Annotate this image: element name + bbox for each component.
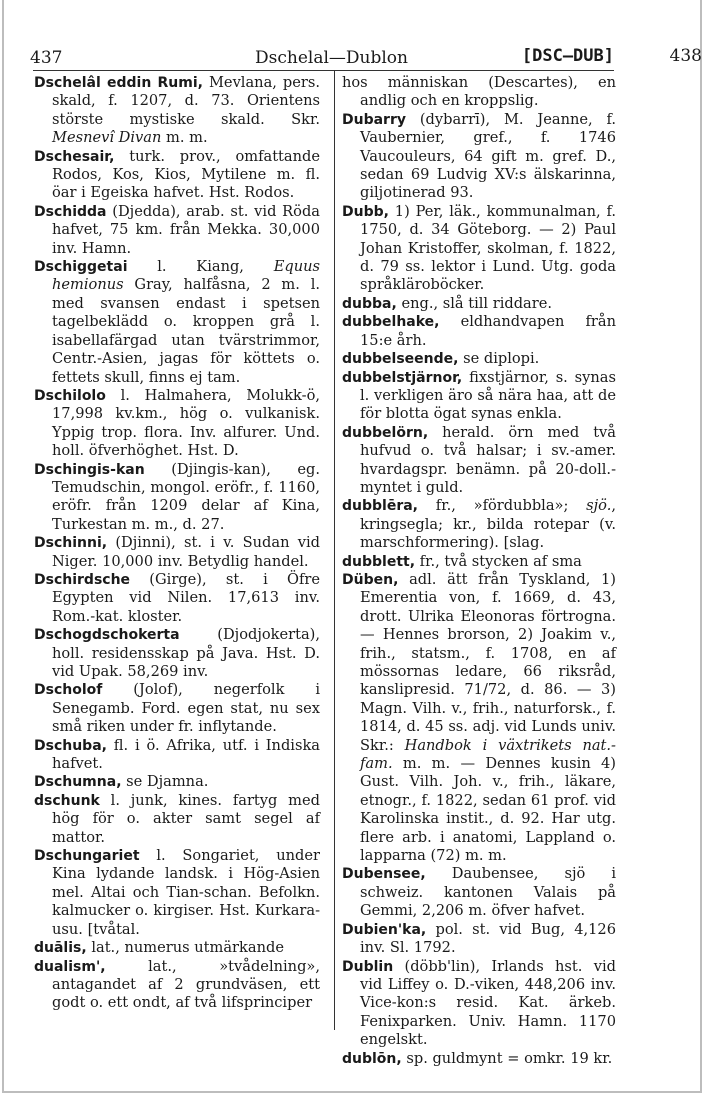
dictionary-entry — [342, 424, 616, 498]
entry-headword: dubba, — [342, 295, 397, 312]
entry-headword: Dschiggetai — [34, 259, 128, 276]
page-number-right: 438 — [669, 46, 702, 66]
entry-range: [DSC—DUB] — [521, 46, 614, 66]
entry-text: hos människan (Descartes), en andlig och en kroppslig. — [342, 74, 616, 110]
entry-headword: Dscholof — [34, 682, 103, 699]
entry-headword: Dschinni, — [34, 535, 108, 552]
entry-text: pol. st. vid Bug, 4,126 inv. Sl. 1792. — [360, 920, 617, 957]
page-header — [30, 44, 702, 70]
entry-headword: Dubensee, — [342, 866, 426, 883]
dictionary-entry — [34, 203, 320, 258]
dictionary-entry — [34, 534, 320, 571]
entry-text: l. Halmahera, Molukk-ö, 17,998 kv.km., hög o. vulkanisk. Yppig trop. flora. Inv. alfurer. Und. holl. öfverhöghet. Hst. D. — [52, 386, 321, 460]
entry-headword: dubblett, — [342, 553, 416, 570]
entry-text-tail: Gray, halfåsna, 2 m. l. med svansen endast i spetsen tagelbeklädd o. kroppen grå l. isabellafärgad utan tvärstrimmor, Centr.-Asien, jagas för köttets o. fettets skull, finns ej tam. — [52, 276, 320, 386]
dictionary-entry — [342, 74, 616, 111]
entry-text: turk. prov., omfattande Rodos, Kos, Kios, Mytilene m. fl. öar i Egeiska hafvet. Hst. Rodos. — [52, 147, 320, 202]
dictionary-entry — [34, 461, 320, 535]
dictionary-entry — [342, 571, 616, 866]
dictionary-entry — [34, 74, 320, 148]
dictionary-entry — [342, 313, 616, 350]
entry-headword: dubbelstjärnor, — [342, 369, 463, 386]
entry-text: sp. guldmynt = omkr. 19 kr. — [406, 1049, 613, 1067]
dictionary-entry — [34, 737, 320, 774]
entry-text: eng., slå till riddare. — [401, 294, 553, 312]
entry-headword: Dschumna, — [34, 774, 122, 791]
entry-text: lat., »tvådelning», antagandet af 2 grundväsen, ett godt o. ett ondt, af två lifsprinciper — [52, 957, 320, 1012]
entry-text: (döbb'lin), Irlands hst. vid vid Liffey o. D.-viken, 448,206 inv. Vice-kon:s resid. Kat. ärkeb. Fenixparken. Univ. Hamn. 1170 engelskt. — [360, 957, 616, 1049]
entry-headword: Dschesair, — [34, 148, 115, 165]
entry-text-tail: m. m. — Dennes kusin 4) Gust. Vilh. Joh. v., frih., läkare, etnogr., f. 1822, sedan 61 prof. vid Karolinska instit., d. 92. Har utg. flere arb. i anatomi, Lappland o. lapparna (72) m. m. — [360, 755, 616, 865]
entry-italic: Handbok i växtrikets nat.-fam. — [360, 736, 616, 773]
entry-headword: dublōn, — [342, 1050, 402, 1067]
entry-headword: dubblēra, — [342, 498, 418, 515]
dictionary-entry — [342, 1050, 616, 1068]
entry-text: se Djamna. — [126, 773, 209, 791]
dictionary-entry — [34, 847, 320, 939]
dictionary-entry — [34, 792, 320, 847]
entry-text: l. Kiang, — [157, 258, 274, 276]
entry-italic: sjö. — [586, 497, 612, 515]
entry-text: fr., »fördubbla»; — [435, 497, 587, 515]
entry-italic: Mesnevî Divan — [52, 129, 162, 147]
dictionary-entry — [342, 111, 616, 203]
dictionary-entry — [34, 773, 320, 791]
entry-text: (Djingis-kan), eg. Temudschin, mongol. eröfr., f. 1160, eröfr. från 1209 delar af Kina, Turkestan m. m., d. 27. — [52, 460, 320, 533]
entry-text: 1) Per, läk., kommunalman, f. 1750, d. 34 Göteborg. — 2) Paul Johan Kristoffer, skolman, f. 1822, d. 79 ss. lektor i Lund. Utg. goda språkläroböcker. — [360, 202, 617, 294]
entry-text: lat., numerus utmärkande — [91, 939, 284, 957]
dictionary-entry — [342, 958, 616, 1050]
entry-text: (Djinni), st. i v. Sudan vid Niger. 10,000 inv. Betydlig handel. — [52, 534, 321, 570]
entry-text-tail: m. m. — [161, 129, 208, 147]
entry-text: adl. ätt från Tyskland, 1) Emerentia von, f. 1669, d. 43, drott. Ulrika Eleonoras förtrogna. — Hennes brorson, 2) Joakim v., frih., statsm., f. 1708, en af mössornas ledare, 66 riksråd, kanslipresid. 71/72, d. 86. — 3) Magn. Vilh. v., frih., naturforsk., f. 1814, d. 45 ss. adj. vid Lunds univ. Skr.: — [360, 570, 616, 754]
dictionary-entry — [342, 865, 616, 920]
entry-text: se diplopi. — [463, 350, 540, 368]
entry-text: eldhandvapen från 15:e årh. — [360, 313, 616, 349]
dictionary-entry — [342, 295, 616, 313]
dictionary-entry — [34, 939, 320, 957]
entry-headword: Dschogdschokerta — [34, 627, 180, 644]
entry-text: fixstjärnor, s. synas l. verkligen äro så nära haa, att de för blotta ögat synas enkla. — [360, 368, 616, 423]
entry-headword: Dubb, — [342, 203, 389, 220]
entry-headword: Dschidda — [34, 203, 107, 220]
entry-text-tail: , kringsegla; kr., bilda rotepar (v. marschformering). [slag. — [360, 497, 616, 552]
dictionary-entry — [34, 626, 320, 681]
entry-headword: Düben, — [342, 571, 399, 588]
right-column — [342, 74, 616, 1068]
entry-text: fr., två stycken af sma — [419, 552, 582, 570]
dictionary-entry — [34, 148, 320, 203]
entry-text: fl. i ö. Afrika, utf. i Indiska hafvet. — [52, 736, 320, 773]
entry-headword: Dublin — [342, 958, 394, 975]
header-rule — [33, 70, 614, 71]
running-title: Dschelal—Dublon — [255, 48, 408, 68]
dictionary-entry — [342, 497, 616, 552]
dictionary-entry — [34, 681, 320, 736]
dictionary-entry — [342, 350, 616, 368]
dictionary-entry — [342, 553, 616, 571]
left-column — [34, 74, 320, 1013]
entry-headword: Dubarry — [342, 111, 406, 128]
entry-text: (Djedda), arab. st. vid Röda hafvet, 75 km. från Mekka. 30,000 inv. Hamn. — [52, 202, 320, 257]
dictionary-entry — [34, 571, 320, 626]
dictionary-entry — [34, 258, 320, 387]
entry-text: (dybarrī), M. Jeanne, f. Vaubernier, gref., f. 1746 Vaucouleurs, 64 gift m. gref. D., sedan 69 Ludvig XV:s älskarinna, giljotinerad 93. — [360, 110, 616, 202]
entry-text: (Jolof), negerfolk i Senegamb. Ford. egen stat, nu sex små riken under fr. inflytande. — [52, 681, 320, 736]
entry-headword: dubbelhake, — [342, 314, 440, 331]
dictionary-entry — [342, 369, 616, 424]
entry-text: l. Songariet, under Kina lydande landsk. i Hög-Asien mel. Altai och Tian-schan. Befolkn. kalmucker o. kirgiser. Hst. Kurkara-usu. [tvåtal. — [52, 847, 320, 938]
dictionary-entry — [342, 921, 616, 958]
entry-headword: Dschilolo — [34, 387, 106, 404]
entry-headword: Dschelâl eddin Rumi, — [34, 75, 203, 91]
entry-headword: dualism', — [34, 958, 106, 975]
entry-text: Mevlana, pers. skald, f. 1207, d. 73. Orientens störste mystiske skald. Skr. — [52, 74, 320, 128]
entry-text: (Girge), st. i Öfre Egypten vid Nilen. 17,613 inv. Rom.-kat. kloster. — [52, 570, 320, 625]
dictionary-entry — [342, 203, 616, 295]
entry-italic: Equus hemionus — [52, 258, 320, 294]
entry-text: l. junk, kines. fartyg med hög för o. akter samt segel af mattor. — [52, 791, 320, 846]
dictionary-entry — [34, 958, 320, 1013]
entry-headword: dschunk — [34, 792, 100, 809]
dictionary-entry — [34, 387, 320, 461]
page-number-left: 437 — [30, 48, 63, 68]
entry-text: Daubensee, sjö i schweiz. kantonen Valais på Gemmi, 2,206 m. öfver hafvet. — [360, 865, 616, 920]
entry-headword: dubbelseende, — [342, 351, 459, 368]
entry-headword: Dschingis-kan — [34, 461, 145, 478]
entry-headword: Dubien'ka, — [342, 921, 427, 938]
entry-headword: Dschuba, — [34, 737, 107, 754]
entry-headword: dubbelörn, — [342, 424, 429, 441]
entry-text: (Djodjokerta), holl. residensskap på Java. Hst. D. vid Upak. 58,269 inv. — [52, 626, 320, 680]
entry-headword: Dschirdsche — [34, 571, 131, 588]
entry-headword: Dschungariet — [34, 848, 140, 865]
entry-headword: duālis, — [34, 940, 87, 957]
entry-text: herald. örn med två hufvud o. två halsar; i sv.-amer. hvardagspr. benämn. på 20-doll.-myntet i guld. — [360, 423, 616, 496]
column-rule — [334, 70, 335, 1030]
